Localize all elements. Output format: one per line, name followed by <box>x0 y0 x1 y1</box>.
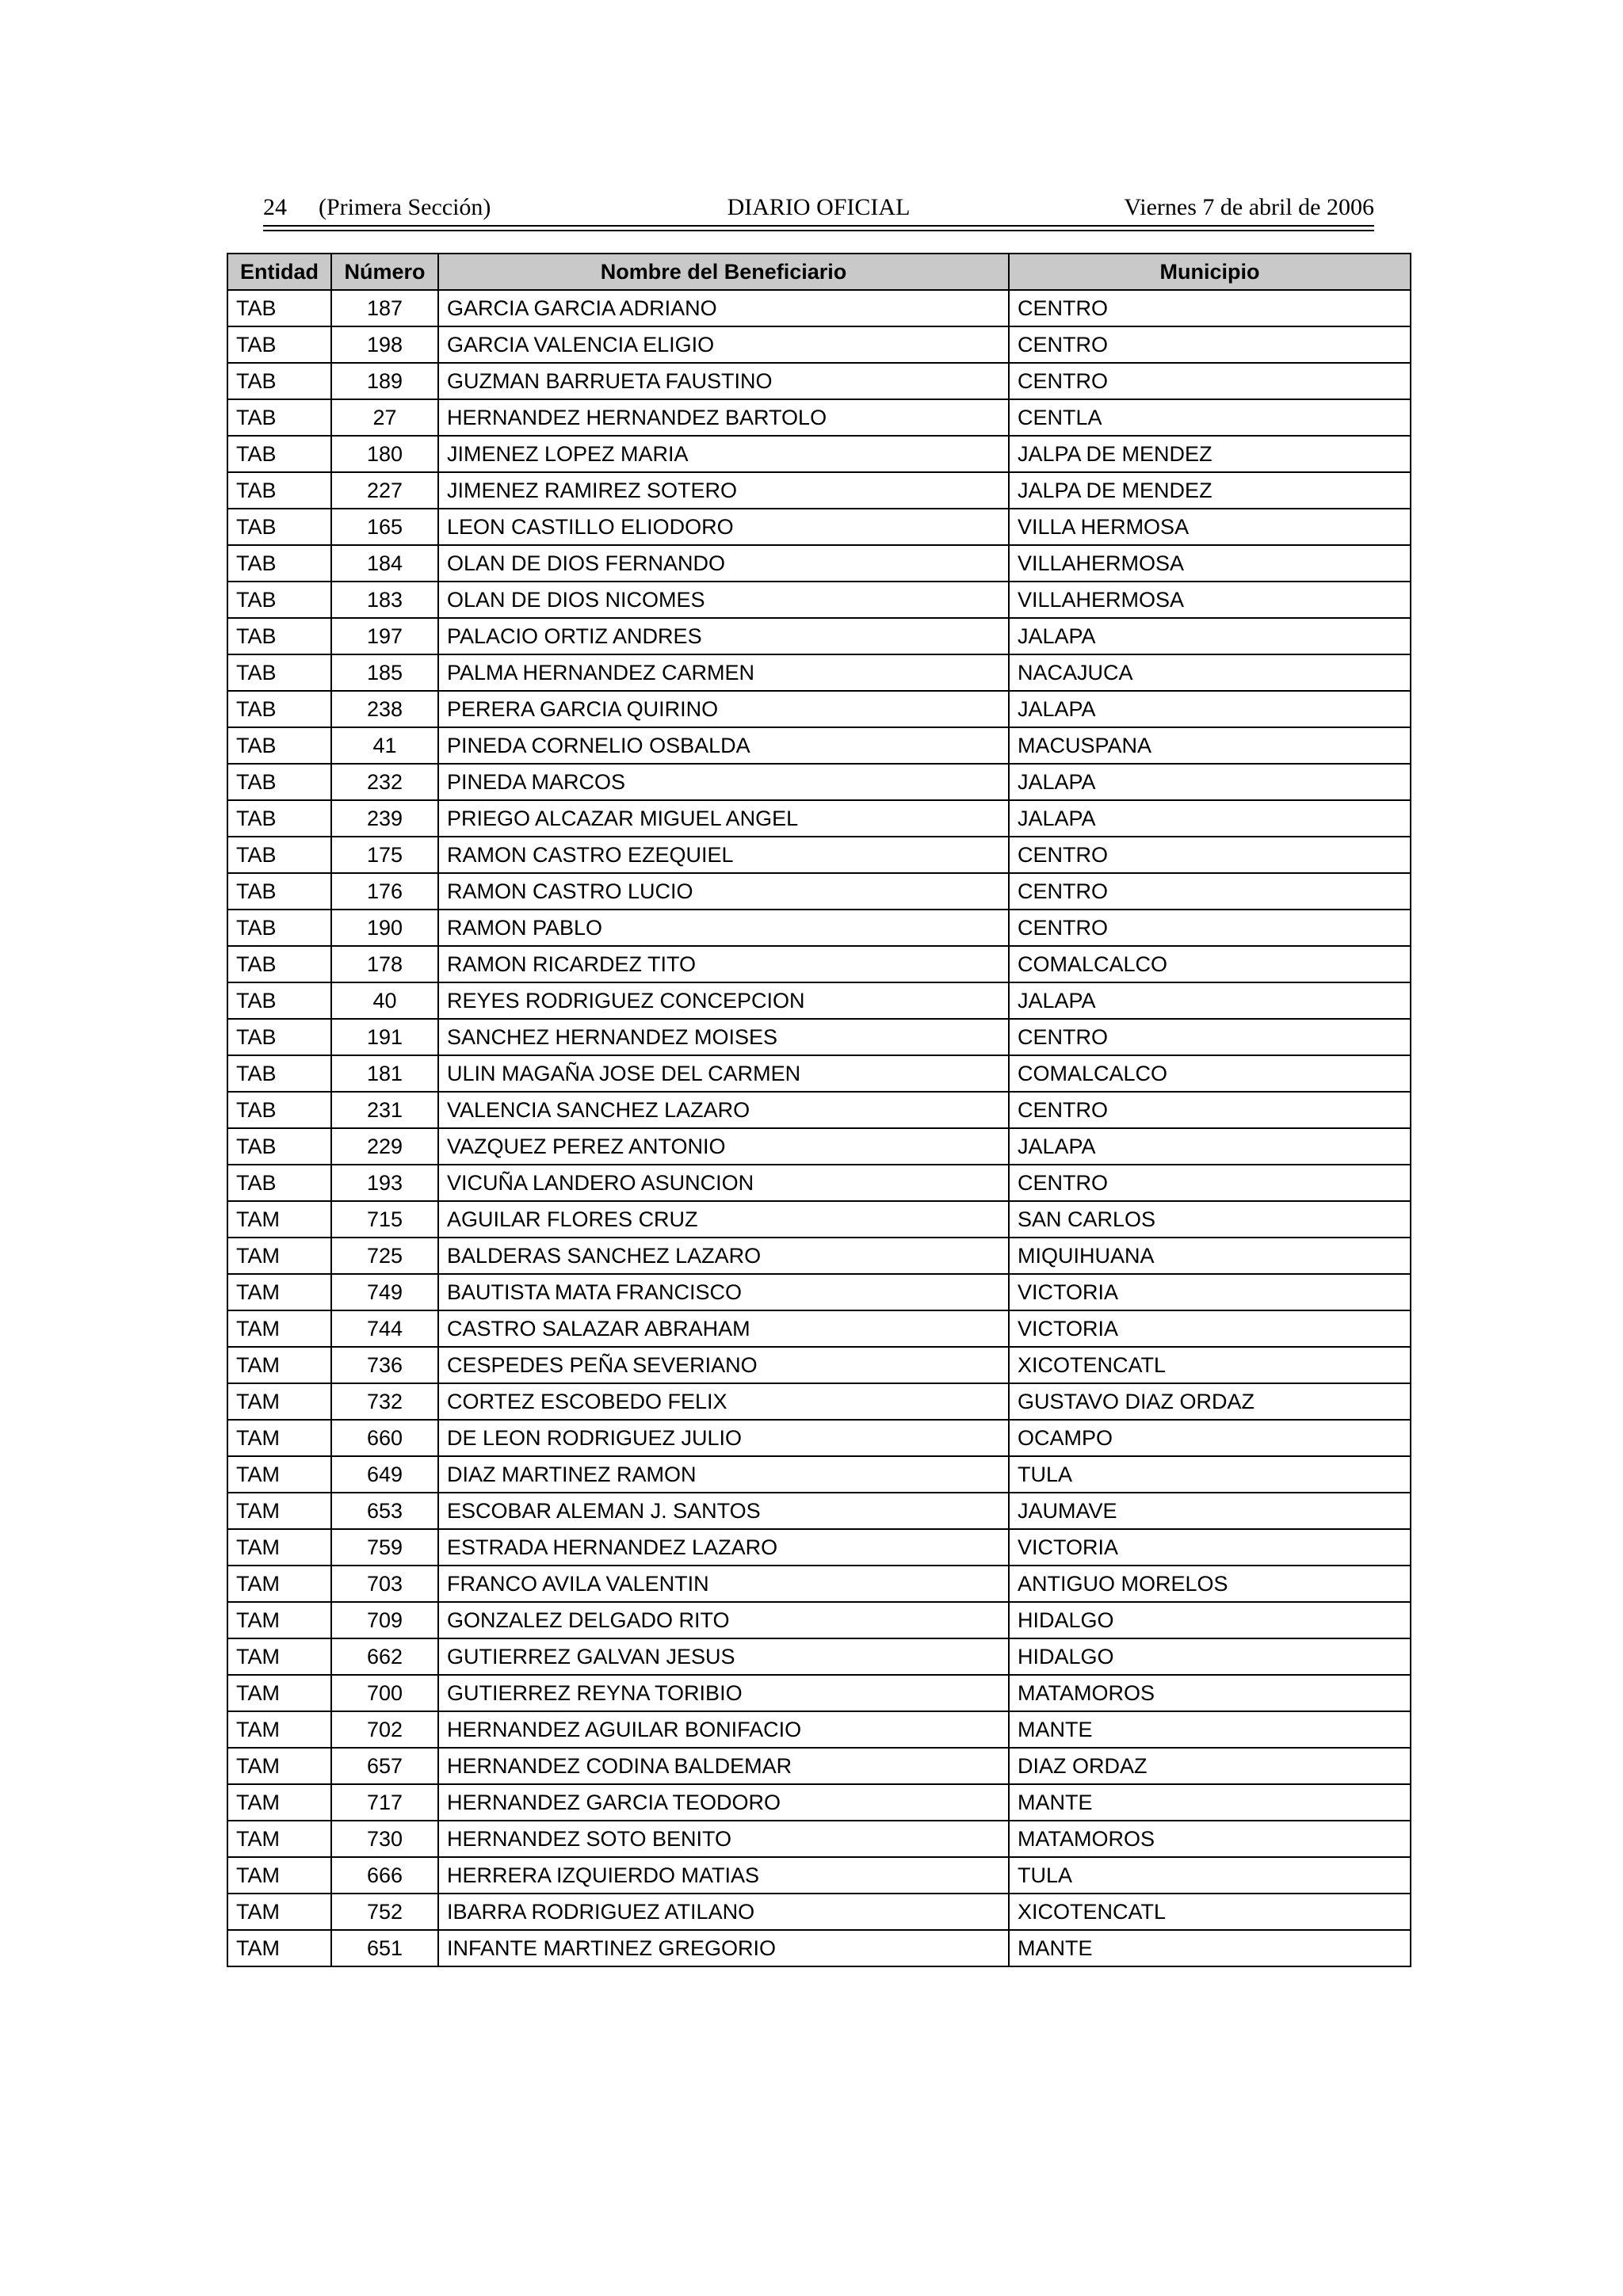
municipio-cell: HIDALGO <box>1009 1602 1411 1638</box>
entidad-cell: TAB <box>227 910 331 946</box>
municipio-cell: VICTORIA <box>1009 1310 1411 1347</box>
beneficiary-name-cell: RAMON CASTRO EZEQUIEL <box>438 837 1009 873</box>
beneficiary-name-cell: IBARRA RODRIGUEZ ATILANO <box>438 1894 1009 1930</box>
numero-cell: 165 <box>331 509 438 545</box>
table-row <box>227 1310 1411 1347</box>
table-row <box>227 1420 1411 1456</box>
entidad-cell: TAB <box>227 764 331 800</box>
entidad-cell: TAB <box>227 837 331 873</box>
municipio-cell: HIDALGO <box>1009 1638 1411 1675</box>
municipio-cell: TULA <box>1009 1456 1411 1493</box>
municipio-cell: CENTRO <box>1009 873 1411 910</box>
municipio-cell: CENTRO <box>1009 363 1411 399</box>
beneficiary-name-cell: HERNANDEZ AGUILAR BONIFACIO <box>438 1711 1009 1748</box>
entidad-cell: TAM <box>227 1857 331 1894</box>
municipio-cell: NACAJUCA <box>1009 654 1411 691</box>
municipio-cell: GUSTAVO DIAZ ORDAZ <box>1009 1383 1411 1420</box>
page-number: 24 <box>263 194 287 220</box>
entidad-cell: TAM <box>227 1529 331 1566</box>
table-row <box>227 1493 1411 1529</box>
beneficiary-name-cell: BAUTISTA MATA FRANCISCO <box>438 1274 1009 1310</box>
table-body <box>227 290 1411 1966</box>
beneficiary-name-cell: DE LEON RODRIGUEZ JULIO <box>438 1420 1009 1456</box>
numero-cell: 732 <box>331 1383 438 1420</box>
table-row <box>227 1930 1411 1966</box>
entidad-cell: TAM <box>227 1675 331 1711</box>
entidad-cell: TAB <box>227 946 331 982</box>
numero-cell: 183 <box>331 582 438 618</box>
municipio-cell: XICOTENCATL <box>1009 1894 1411 1930</box>
beneficiary-name-cell: JIMENEZ LOPEZ MARIA <box>438 436 1009 472</box>
beneficiary-name-cell: RAMON CASTRO LUCIO <box>438 873 1009 910</box>
beneficiary-name-cell: GUTIERREZ GALVAN JESUS <box>438 1638 1009 1675</box>
municipio-cell: VILLAHERMOSA <box>1009 582 1411 618</box>
table-row <box>227 1201 1411 1238</box>
beneficiary-name-cell: REYES RODRIGUEZ CONCEPCION <box>438 982 1009 1019</box>
municipio-cell: CENTRO <box>1009 910 1411 946</box>
municipio-cell: JALAPA <box>1009 618 1411 654</box>
beneficiary-name-cell: PINEDA MARCOS <box>438 764 1009 800</box>
beneficiary-name-cell: PALMA HERNANDEZ CARMEN <box>438 654 1009 691</box>
numero-cell: 181 <box>331 1055 438 1092</box>
table-header-row <box>227 254 1411 290</box>
table-row <box>227 837 1411 873</box>
table-row <box>227 1092 1411 1128</box>
entidad-cell: TAM <box>227 1602 331 1638</box>
table-row <box>227 982 1411 1019</box>
column-header-numero: Número <box>331 254 438 290</box>
municipio-cell: JALAPA <box>1009 691 1411 727</box>
table-row <box>227 1165 1411 1201</box>
municipio-cell: MIQUIHUANA <box>1009 1238 1411 1274</box>
entidad-cell: TAM <box>227 1566 331 1602</box>
beneficiary-name-cell: INFANTE MARTINEZ GREGORIO <box>438 1930 1009 1966</box>
numero-cell: 27 <box>331 399 438 436</box>
numero-cell: 700 <box>331 1675 438 1711</box>
beneficiary-name-cell: PRIEGO ALCAZAR MIGUEL ANGEL <box>438 800 1009 837</box>
municipio-cell: CENTLA <box>1009 399 1411 436</box>
table-row <box>227 727 1411 764</box>
numero-cell: 660 <box>331 1420 438 1456</box>
table-row <box>227 800 1411 837</box>
beneficiary-name-cell: CESPEDES PEÑA SEVERIANO <box>438 1347 1009 1383</box>
beneficiary-name-cell: GONZALEZ DELGADO RITO <box>438 1602 1009 1638</box>
entidad-cell: TAB <box>227 1019 331 1055</box>
beneficiary-name-cell: RAMON RICARDEZ TITO <box>438 946 1009 982</box>
numero-cell: 717 <box>331 1784 438 1821</box>
table-row <box>227 1566 1411 1602</box>
table-row <box>227 691 1411 727</box>
numero-cell: 715 <box>331 1201 438 1238</box>
entidad-cell: TAB <box>227 436 331 472</box>
beneficiary-name-cell: PINEDA CORNELIO OSBALDA <box>438 727 1009 764</box>
publication-title: DIARIO OFICIAL <box>727 194 911 220</box>
beneficiary-name-cell: DIAZ MARTINEZ RAMON <box>438 1456 1009 1493</box>
column-header-municipio: Municipio <box>1009 254 1411 290</box>
municipio-cell: TULA <box>1009 1857 1411 1894</box>
beneficiary-name-cell: VICUÑA LANDERO ASUNCION <box>438 1165 1009 1201</box>
entidad-cell: TAM <box>227 1238 331 1274</box>
beneficiary-name-cell: RAMON PABLO <box>438 910 1009 946</box>
beneficiary-table <box>227 253 1411 1967</box>
table-row <box>227 326 1411 363</box>
beneficiary-name-cell: JIMENEZ RAMIREZ SOTERO <box>438 472 1009 509</box>
entidad-cell: TAB <box>227 509 331 545</box>
table-row <box>227 1638 1411 1675</box>
entidad-cell: TAB <box>227 290 331 326</box>
table-row <box>227 1857 1411 1894</box>
beneficiary-name-cell: HERNANDEZ HERNANDEZ BARTOLO <box>438 399 1009 436</box>
entidad-cell: TAB <box>227 399 331 436</box>
numero-cell: 189 <box>331 363 438 399</box>
municipio-cell: JALAPA <box>1009 1128 1411 1165</box>
entidad-cell: TAM <box>227 1493 331 1529</box>
beneficiary-name-cell: CASTRO SALAZAR ABRAHAM <box>438 1310 1009 1347</box>
entidad-cell: TAM <box>227 1784 331 1821</box>
numero-cell: 40 <box>331 982 438 1019</box>
table-row <box>227 1784 1411 1821</box>
municipio-cell: MATAMOROS <box>1009 1675 1411 1711</box>
entidad-cell: TAM <box>227 1638 331 1675</box>
numero-cell: 193 <box>331 1165 438 1201</box>
table-row <box>227 1347 1411 1383</box>
beneficiary-name-cell: ESTRADA HERNANDEZ LAZARO <box>438 1529 1009 1566</box>
municipio-cell: JAUMAVE <box>1009 1493 1411 1529</box>
beneficiary-name-cell: VAZQUEZ PEREZ ANTONIO <box>438 1128 1009 1165</box>
entidad-cell: TAB <box>227 1165 331 1201</box>
numero-cell: 749 <box>331 1274 438 1310</box>
header-rule <box>263 230 1374 231</box>
table-row <box>227 1128 1411 1165</box>
numero-cell: 197 <box>331 618 438 654</box>
entidad-cell: TAM <box>227 1310 331 1347</box>
publication-date: Viernes 7 de abril de 2006 <box>1124 194 1374 220</box>
numero-cell: 239 <box>331 800 438 837</box>
numero-cell: 666 <box>331 1857 438 1894</box>
beneficiary-name-cell: AGUILAR FLORES CRUZ <box>438 1201 1009 1238</box>
beneficiary-name-cell: ULIN MAGAÑA JOSE DEL CARMEN <box>438 1055 1009 1092</box>
municipio-cell: MATAMOROS <box>1009 1821 1411 1857</box>
municipio-cell: JALAPA <box>1009 982 1411 1019</box>
beneficiary-name-cell: GARCIA GARCIA ADRIANO <box>438 290 1009 326</box>
entidad-cell: TAM <box>227 1894 331 1930</box>
municipio-cell: JALAPA <box>1009 764 1411 800</box>
beneficiary-name-cell: LEON CASTILLO ELIODORO <box>438 509 1009 545</box>
numero-cell: 175 <box>331 837 438 873</box>
numero-cell: 176 <box>331 873 438 910</box>
table-row <box>227 946 1411 982</box>
municipio-cell: VILLAHERMOSA <box>1009 545 1411 582</box>
entidad-cell: TAM <box>227 1821 331 1857</box>
table-row <box>227 509 1411 545</box>
entidad-cell: TAB <box>227 654 331 691</box>
beneficiary-name-cell: HERNANDEZ CODINA BALDEMAR <box>438 1748 1009 1784</box>
entidad-cell: TAM <box>227 1347 331 1383</box>
municipio-cell: COMALCALCO <box>1009 946 1411 982</box>
table-row <box>227 654 1411 691</box>
numero-cell: 744 <box>331 1310 438 1347</box>
beneficiary-name-cell: SANCHEZ HERNANDEZ MOISES <box>438 1019 1009 1055</box>
numero-cell: 730 <box>331 1821 438 1857</box>
municipio-cell: CENTRO <box>1009 326 1411 363</box>
numero-cell: 185 <box>331 654 438 691</box>
municipio-cell: DIAZ ORDAZ <box>1009 1748 1411 1784</box>
numero-cell: 703 <box>331 1566 438 1602</box>
beneficiary-name-cell: HERRERA IZQUIERDO MATIAS <box>438 1857 1009 1894</box>
beneficiary-name-cell: HERNANDEZ GARCIA TEODORO <box>438 1784 1009 1821</box>
entidad-cell: TAM <box>227 1456 331 1493</box>
entidad-cell: TAB <box>227 1092 331 1128</box>
beneficiary-name-cell: VALENCIA SANCHEZ LAZARO <box>438 1092 1009 1128</box>
numero-cell: 184 <box>331 545 438 582</box>
numero-cell: 190 <box>331 910 438 946</box>
municipio-cell: JALPA DE MENDEZ <box>1009 472 1411 509</box>
municipio-cell: MANTE <box>1009 1784 1411 1821</box>
entidad-cell: TAB <box>227 545 331 582</box>
municipio-cell: JALPA DE MENDEZ <box>1009 436 1411 472</box>
entidad-cell: TAB <box>227 326 331 363</box>
table-row <box>227 1456 1411 1493</box>
entidad-cell: TAB <box>227 1055 331 1092</box>
beneficiary-name-cell: CORTEZ ESCOBEDO FELIX <box>438 1383 1009 1420</box>
entidad-cell: TAB <box>227 982 331 1019</box>
numero-cell: 649 <box>331 1456 438 1493</box>
entidad-cell: TAB <box>227 691 331 727</box>
municipio-cell: MANTE <box>1009 1930 1411 1966</box>
numero-cell: 657 <box>331 1748 438 1784</box>
municipio-cell: ANTIGUO MORELOS <box>1009 1566 1411 1602</box>
numero-cell: 736 <box>331 1347 438 1383</box>
numero-cell: 709 <box>331 1602 438 1638</box>
municipio-cell: MACUSPANA <box>1009 727 1411 764</box>
entidad-cell: TAM <box>227 1274 331 1310</box>
entidad-cell: TAB <box>227 873 331 910</box>
entidad-cell: TAB <box>227 472 331 509</box>
numero-cell: 178 <box>331 946 438 982</box>
municipio-cell: CENTRO <box>1009 837 1411 873</box>
municipio-cell: SAN CARLOS <box>1009 1201 1411 1238</box>
numero-cell: 229 <box>331 1128 438 1165</box>
beneficiary-name-cell: ESCOBAR ALEMAN J. SANTOS <box>438 1493 1009 1529</box>
table-row <box>227 545 1411 582</box>
table-row <box>227 582 1411 618</box>
municipio-cell: JALAPA <box>1009 800 1411 837</box>
entidad-cell: TAM <box>227 1383 331 1420</box>
table-row <box>227 472 1411 509</box>
municipio-cell: CENTRO <box>1009 1019 1411 1055</box>
numero-cell: 752 <box>331 1894 438 1930</box>
municipio-cell: CENTRO <box>1009 1165 1411 1201</box>
beneficiary-name-cell: PALACIO ORTIZ ANDRES <box>438 618 1009 654</box>
table-row <box>227 764 1411 800</box>
entidad-cell: TAM <box>227 1711 331 1748</box>
table-row <box>227 1748 1411 1784</box>
table-row <box>227 1602 1411 1638</box>
column-header-entidad: Entidad <box>227 254 331 290</box>
table-row <box>227 1529 1411 1566</box>
table-row <box>227 1055 1411 1092</box>
numero-cell: 702 <box>331 1711 438 1748</box>
table-row <box>227 436 1411 472</box>
numero-cell: 231 <box>331 1092 438 1128</box>
numero-cell: 198 <box>331 326 438 363</box>
entidad-cell: TAB <box>227 727 331 764</box>
table-row <box>227 1894 1411 1930</box>
column-header-nombre: Nombre del Beneficiario <box>438 254 1009 290</box>
entidad-cell: TAB <box>227 1128 331 1165</box>
beneficiary-name-cell: GARCIA VALENCIA ELIGIO <box>438 326 1009 363</box>
numero-cell: 41 <box>331 727 438 764</box>
table-row <box>227 1821 1411 1857</box>
entidad-cell: TAM <box>227 1201 331 1238</box>
table-row <box>227 1274 1411 1310</box>
numero-cell: 238 <box>331 691 438 727</box>
numero-cell: 662 <box>331 1638 438 1675</box>
numero-cell: 725 <box>331 1238 438 1274</box>
table-row <box>227 910 1411 946</box>
numero-cell: 187 <box>331 290 438 326</box>
numero-cell: 232 <box>331 764 438 800</box>
table-row <box>227 363 1411 399</box>
table-row <box>227 1019 1411 1055</box>
beneficiary-name-cell: HERNANDEZ SOTO BENITO <box>438 1821 1009 1857</box>
entidad-cell: TAB <box>227 618 331 654</box>
table-row <box>227 1711 1411 1748</box>
municipio-cell: VILLA HERMOSA <box>1009 509 1411 545</box>
municipio-cell: COMALCALCO <box>1009 1055 1411 1092</box>
beneficiary-name-cell: GUTIERREZ REYNA TORIBIO <box>438 1675 1009 1711</box>
table-row <box>227 290 1411 326</box>
beneficiary-name-cell: GUZMAN BARRUETA FAUSTINO <box>438 363 1009 399</box>
entidad-cell: TAB <box>227 363 331 399</box>
municipio-cell: CENTRO <box>1009 290 1411 326</box>
entidad-cell: TAM <box>227 1748 331 1784</box>
table-row <box>227 873 1411 910</box>
entidad-cell: TAM <box>227 1420 331 1456</box>
beneficiary-name-cell: OLAN DE DIOS FERNANDO <box>438 545 1009 582</box>
section-label: (Primera Sección) <box>319 194 491 220</box>
municipio-cell: XICOTENCATL <box>1009 1347 1411 1383</box>
numero-cell: 759 <box>331 1529 438 1566</box>
table-row <box>227 1383 1411 1420</box>
beneficiary-name-cell: OLAN DE DIOS NICOMES <box>438 582 1009 618</box>
entidad-cell: TAM <box>227 1930 331 1966</box>
numero-cell: 180 <box>331 436 438 472</box>
municipio-cell: CENTRO <box>1009 1092 1411 1128</box>
municipio-cell: MANTE <box>1009 1711 1411 1748</box>
numero-cell: 191 <box>331 1019 438 1055</box>
entidad-cell: TAB <box>227 582 331 618</box>
numero-cell: 651 <box>331 1930 438 1966</box>
table-row <box>227 1675 1411 1711</box>
beneficiary-name-cell: PERERA GARCIA QUIRINO <box>438 691 1009 727</box>
beneficiary-name-cell: BALDERAS SANCHEZ LAZARO <box>438 1238 1009 1274</box>
municipio-cell: VICTORIA <box>1009 1274 1411 1310</box>
table-row <box>227 618 1411 654</box>
entidad-cell: TAB <box>227 800 331 837</box>
page-header <box>263 190 1374 225</box>
numero-cell: 227 <box>331 472 438 509</box>
municipio-cell: OCAMPO <box>1009 1420 1411 1456</box>
header-rule <box>263 225 1374 227</box>
municipio-cell: VICTORIA <box>1009 1529 1411 1566</box>
numero-cell: 653 <box>331 1493 438 1529</box>
table-row <box>227 1238 1411 1274</box>
table-row <box>227 399 1411 436</box>
beneficiary-name-cell: FRANCO AVILA VALENTIN <box>438 1566 1009 1602</box>
